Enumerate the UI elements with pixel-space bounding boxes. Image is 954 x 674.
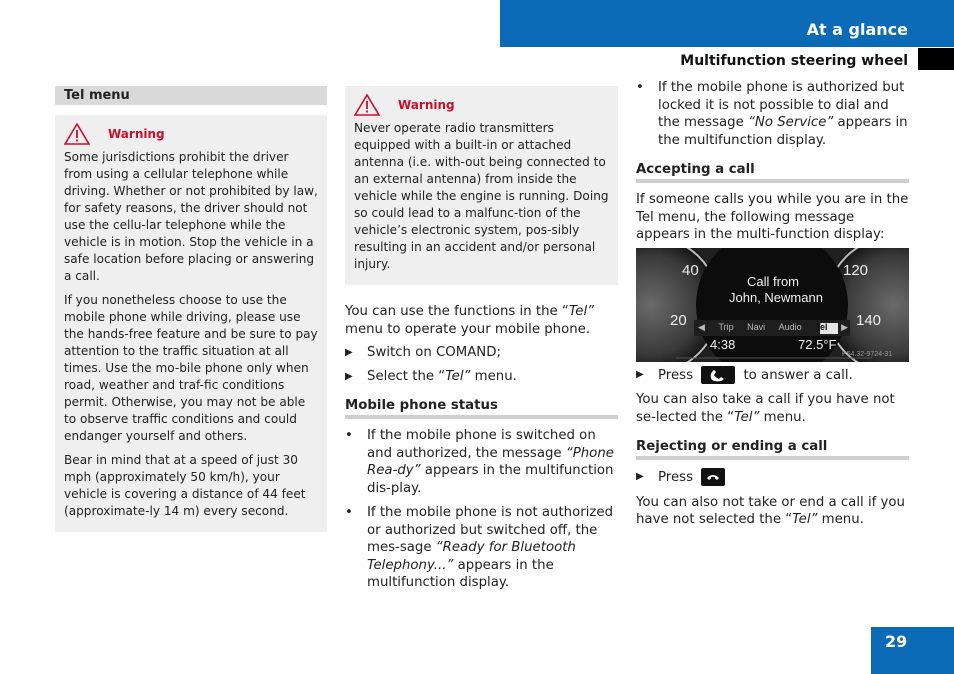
gauge-right-top: 120 (843, 261, 869, 279)
menu-tel: Tel (815, 321, 828, 332)
left-column (55, 86, 327, 532)
list-item: • If the mobile phone is switched on and authorized, the message “Phone Rea-dy” appears in the multifunction dis-play. (345, 428, 614, 496)
section-title: At a glance (806, 20, 908, 39)
also-take-call-text: You can also take a call if you have not se-lected the “Tel” menu. (636, 392, 895, 425)
step-arrow-icon: ▶ (636, 471, 644, 482)
step-arrow-icon: ▶ (345, 347, 353, 358)
step-press-answer: ▶ Press to answer a call. (636, 367, 853, 383)
right-column (636, 79, 909, 529)
rejecting-call-heading: Rejecting or ending a call (636, 438, 909, 460)
menu-right-arrow-icon: ▶ (841, 321, 848, 332)
phone-answer-icon (709, 368, 727, 382)
caller-name: John, Newmann (729, 289, 823, 305)
warning-header (354, 94, 609, 116)
section-tab-marker (918, 48, 954, 70)
step-switch-on-comand: ▶ Switch on COMAND; (345, 345, 501, 360)
menu-left-arrow-icon: ◀ (698, 321, 705, 332)
warning-triangle-icon (354, 94, 380, 116)
warning-header (64, 123, 318, 145)
mobile-phone-status-heading: Mobile phone status (345, 397, 618, 419)
outside-temperature: 72.5°F (798, 336, 837, 352)
menu-navi: Navi (747, 321, 766, 332)
warning-box-phone (55, 115, 327, 532)
subsection-title: Multifunction steering wheel (680, 53, 908, 69)
phone-hangup-icon (706, 470, 720, 484)
list-item: • If the mobile phone is not authorized or authorized but switched off, the mes-sage “Ready for Bluetooth Telephony...” appears in the multifunction display. (345, 505, 614, 590)
answer-call-button[interactable] (701, 366, 735, 384)
call-from-label: Call from (747, 273, 800, 289)
step-arrow-icon: ▶ (345, 370, 353, 382)
warning-box-radio (345, 86, 618, 285)
instrument-cluster-display (636, 248, 909, 362)
gauge-left-top: 40 (682, 261, 699, 279)
display-menu-bar (698, 322, 848, 333)
gauge-right-bottom: 140 (856, 311, 882, 329)
also-end-call-text: You can also not take or end a call if you have not selected the “Tel” menu. (636, 494, 905, 527)
warning-label: Warning (398, 98, 455, 112)
end-call-button[interactable] (701, 468, 725, 486)
middle-column (345, 86, 618, 592)
menu-trip: Trip (718, 321, 734, 332)
warning-paragraph: Never operate radio transmitters equipped with a built-in or attached antenna (i.e. with-out being connected to an external antenna) from inside the vehicle while the engine is running. Doing so could lead to a malfunc-tion of the vehicle’s electronic system, pos-sibly resulting in an accident and/or personal injury. (354, 121, 609, 271)
accepting-call-text: If someone calls you while you are in the Tel menu, the following message appears in the multi-function display: (636, 192, 909, 242)
step-press-end: ▶ Press (636, 468, 909, 487)
cluster-graphic (636, 248, 909, 362)
menu-audio: Audio (778, 321, 802, 332)
accepting-call-heading: Accepting a call (636, 161, 909, 183)
warning-label: Warning (108, 127, 165, 141)
image-code: P54.32-9724-31 (842, 350, 893, 358)
warning-paragraph: Bear in mind that at a speed of just 30 mph (approximately 50 km/h), your vehicle is covering a distance of 44 feet (approximate-ly 14 m) every second. (64, 453, 306, 518)
gauge-left-bottom: 20 (670, 311, 687, 329)
page-number: 29 (885, 632, 908, 651)
step-arrow-icon: ▶ (636, 368, 644, 380)
warning-paragraph: If you nonetheless choose to use the mobile phone while driving, please use the hands-free feature and be sure to pay attention to the traffic situation at all times. Use the mo-bile phone only when road, weather and traf-fic conditions permit. Otherwise, you may not be able to observe traffic conditions and could endanger yourself and others. (64, 293, 318, 443)
intro-paragraph: You can use the functions in the “Tel” menu to operate your mobile phone. (345, 304, 595, 337)
list-item: • If the mobile phone is authorized but locked it is not possible to dial and the message “No Service” appears in the multifunction display. (636, 80, 908, 148)
warning-triangle-icon (64, 123, 90, 145)
warning-paragraph: Some jurisdictions prohibit the driver from using a cellular telephone while driving. Whether or not prohibited by law, for safety reasons, the driver should not use the cellu-lar telephone while the vehicle is in motion. Stop the vehicle in a safe location before placing or answering a call. (64, 150, 318, 283)
section-heading-tel-menu: Tel menu (55, 86, 327, 105)
page-number-tab (871, 627, 954, 674)
clock-time: 4:38 (710, 336, 736, 352)
step-select-tel-menu: ▶ Select the “Tel” menu. (345, 368, 517, 384)
